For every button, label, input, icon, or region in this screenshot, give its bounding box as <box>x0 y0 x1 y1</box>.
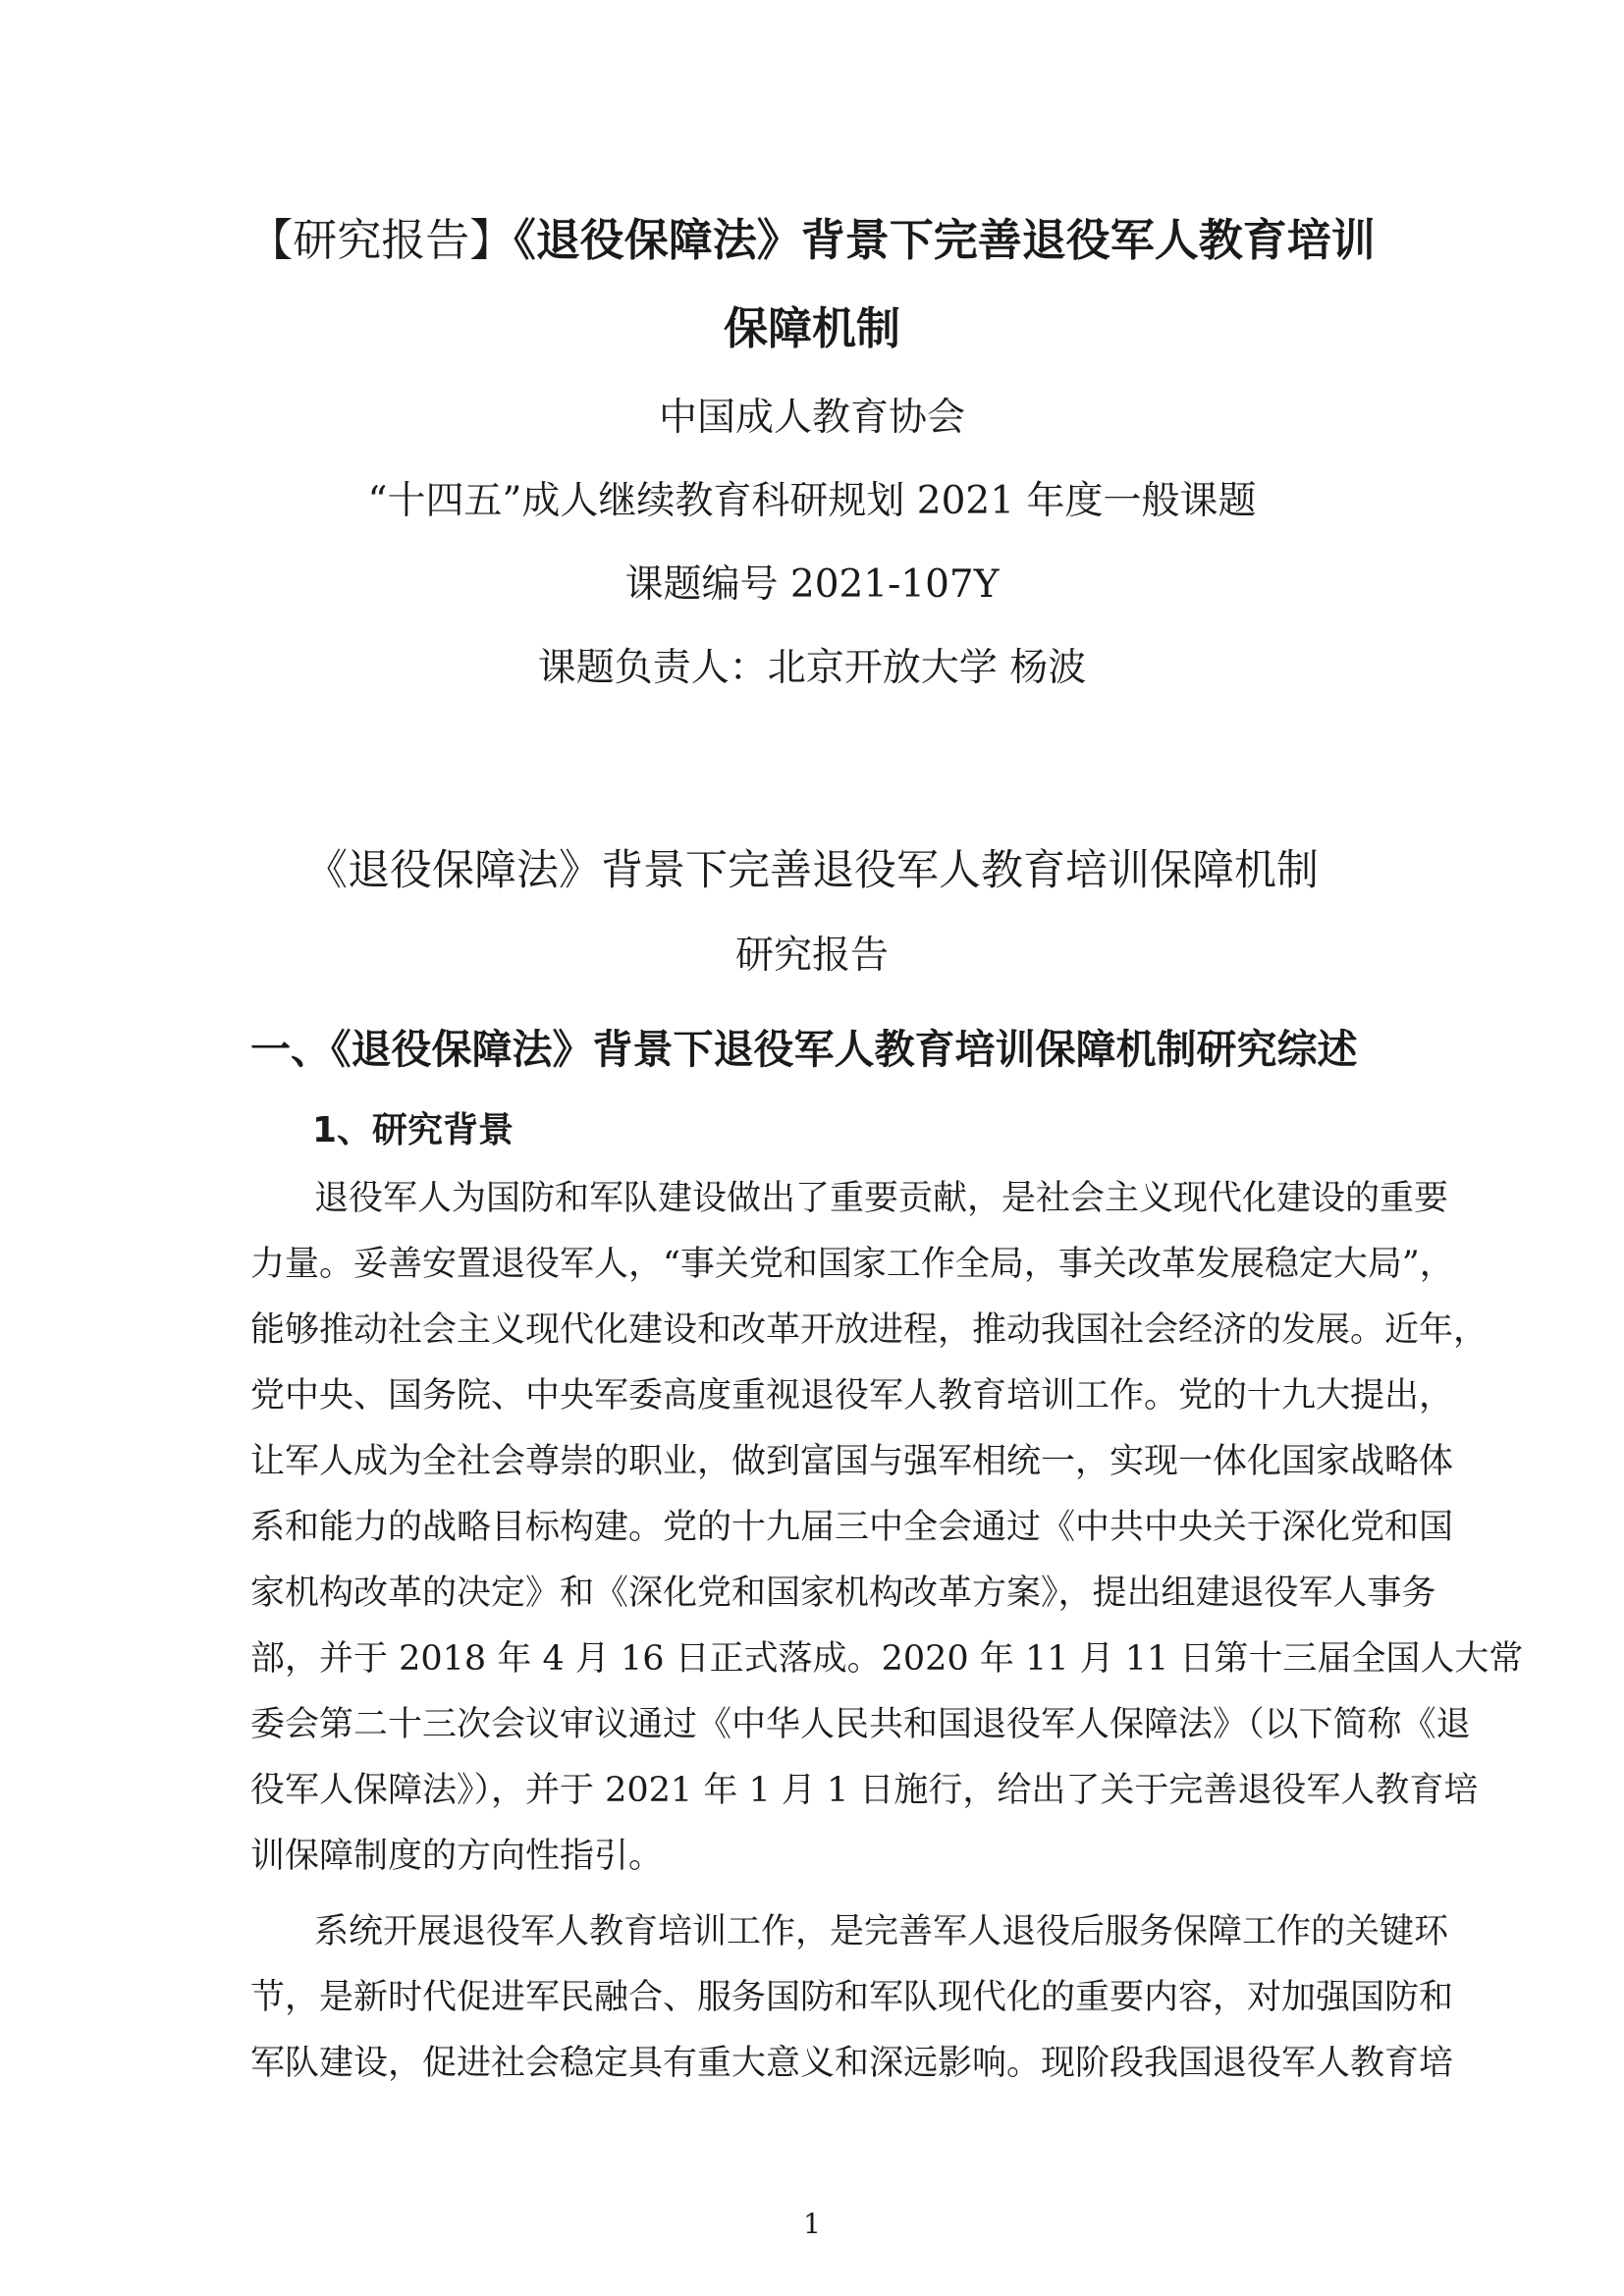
paragraph-line: 系和能力的战略目标构建。党的十九届三中全会通过《中共中央关于深化党和国 <box>250 1508 1454 1547</box>
paragraph-line: 训保障制度的方向性指引。 <box>250 1837 664 1876</box>
subsection-heading: 1、研究背景 <box>312 1110 514 1150</box>
paragraph-line: 役军人保障法》），并于 2021 年 1 月 1 日施行，给出了关于完善退役军人教育培 <box>250 1771 1479 1810</box>
document-title-line-1 <box>0 211 1624 270</box>
paragraph-line: 能够推动社会主义现代化建设和改革开放进程，推动我国社会经济的发展。近年， <box>250 1310 1489 1350</box>
paragraph-line: 委会第二十三次会议审议通过《中华人民共和国退役军人保障法》（以下简称《退 <box>250 1705 1471 1744</box>
section-heading: 一、《退役保障法》背景下退役军人教育培训保障机制研究综述 <box>250 1026 1358 1073</box>
paragraph-line: 家机构改革的决定》和《深化党和国家机构改革方案》，提出组建退役军人事务 <box>250 1574 1436 1613</box>
organization-name: 中国成人教育协会 <box>658 396 965 440</box>
report-type-tag: 【研究报告】 <box>248 214 514 266</box>
paragraph-line: 力量。妥善安置退役军人，“事关党和国家工作全局，事关改革发展稳定大局”， <box>250 1245 1454 1284</box>
paragraph-line: 系统开展退役军人教育培训工作，是完善军人退役后服务保障工作的关键环 <box>314 1912 1449 1951</box>
paragraph-line: 部，并于 2018 年 4 月 16 日正式落成。2020 年 11 月 11 日第十三届全国人大常 <box>250 1639 1524 1679</box>
research-plan: “十四五”成人继续教育科研规划 2021 年度一般课题 <box>367 479 1257 523</box>
paragraph-line: 退役军人为国防和军队建设做出了重要贡献，是社会主义现代化建设的重要 <box>314 1179 1449 1218</box>
document-title-main: 《退役保障法》背景下完善退役军人教育培训 <box>514 214 1376 266</box>
paragraph-1 <box>250 1166 1524 1890</box>
document-title-line-2: 保障机制 <box>723 302 900 354</box>
project-lead: 课题负责人：北京开放大学 杨波 <box>537 646 1087 690</box>
report-subtitle: 研究报告 <box>734 934 889 978</box>
project-number: 课题编号 2021-107Y <box>624 562 1000 607</box>
page-number: 1 <box>803 2208 821 2240</box>
paragraph-line: 让军人成为全社会尊崇的职业，做到富国与强军相统一，实现一体化国家战略体 <box>250 1442 1454 1481</box>
paragraph-line: 节，是新时代促进军民融合、服务国防和军队现代化的重要内容，对加强国防和 <box>250 1978 1454 2017</box>
paragraph-2 <box>250 1899 1454 2097</box>
paragraph-line: 党中央、国务院、中央军委高度重视退役军人教育培训工作。党的十九大提出， <box>250 1376 1454 1415</box>
report-title: 《退役保障法》背景下完善退役军人教育培训保障机制 <box>305 846 1319 895</box>
paragraph-line: 军队建设，促进社会稳定具有重大意义和深远影响。现阶段我国退役军人教育培 <box>250 2044 1454 2083</box>
